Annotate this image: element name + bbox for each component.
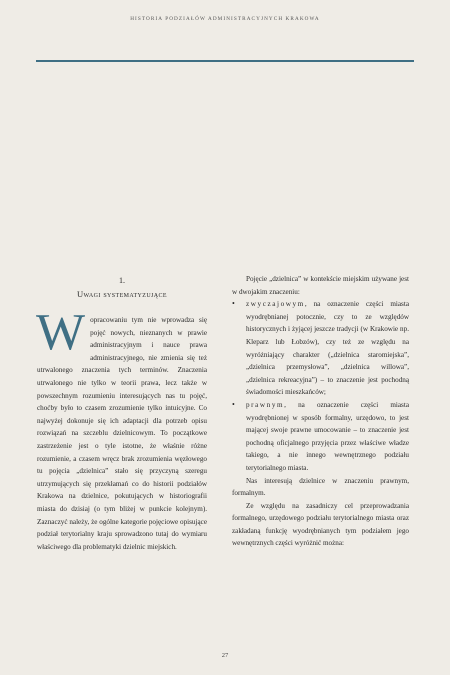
paragraph-legal-meaning: Nas interesują dzielnice w znaczeniu prawnym, formalnym. (232, 476, 409, 498)
paragraph-definition-intro: Pojęcie „dzielnica” w kontekście miejskim używane jest w dwojakim znaczeniu: (232, 275, 409, 296)
header-rule (36, 60, 414, 62)
paragraph-purpose: Ze względu na zasadniczy cel przeprowadzania formalnego, urzędowego podziału terytorialnego miasta oraz zakładaną funkcję wyodrębnianych tym podziałem jego wewnętrznych części wyróżnić można: (232, 501, 409, 548)
list-item-text: , na oznaczenie części miasta wyodrębnianej potocznie, czy to ze względów historycznych i żyjącej jeszcze tradycji (w Krakowie np. Kleparz lub Łobzów), czy też ze względu na wyróżniający charakter („dzielnica staromiejska”, „dzielnica przemysłowa”, „dzielnica willowa”, „dzielnica rekreacyjna”) – to znaczenie jest pochodną świadomości mieszkańców; (246, 300, 409, 397)
meaning-list (232, 298, 409, 474)
section-title (37, 288, 207, 300)
section-title-rest: wagi systematyzujące (83, 289, 167, 299)
list-item (232, 399, 409, 475)
section-number: 1. (119, 276, 125, 285)
list-item (232, 298, 409, 399)
page-number: 27 (221, 652, 229, 659)
section-title-initial: U (76, 289, 84, 299)
dropcap-letter: W (36, 304, 86, 361)
term-prawnym: prawnym (246, 400, 285, 409)
right-column (232, 273, 409, 550)
list-item-text: , na oznaczenie części miasta wyodrębnionej w sposób formalny, urzędowo, to jest mającej swoje prawne umocowanie – to znaczenie jest pochodną oficjalnego przyjęcia przez właściwe władze takiego, a nie innego wewnętrznego podziału terytorialnego miasta. (246, 400, 409, 472)
paragraph-intro (36, 304, 207, 553)
left-column (37, 273, 207, 553)
paragraph-intro-text: opracowaniu tym nie wprowadza się pojęć nowych, nieznanych w prawie administracyjnym i nauce prawa administracyjnego, nie zmienia się też utrwalonego znaczenia tych terminów. Znaczenia utrwalonego nie tylko w teorii prawa, lecz także w powszechnym rozumieniu interesujących nas tu pojęć, choćby było to czasem zrozumienie tylko intuicyjne. Co najwyżej dokonuje się ich adaptacji dla potrzeb opisu rozwiązań na szczeblu dzielnicowym. To początkowe zastrzeżenie jest o tyle istotne, że właśnie różne rozumienie, a czasem wręcz brak zrozumienia węzłowego tu pojęcia „dzielnica” stało się przyczyną szeregu utrzymujących się przekłamań co do historii podziałów Krakowa na dzielnice, pokutujących w historiografii miasta do dzisiaj (o tym bliżej w punkcie kolejnym). Zaznaczyć należy, że ogólne kategorie pojęciowe opisujące podział terytorialny kraju sprowadzono tutaj do wymiaru właściwego dla problematyki dzielnic miejskich. (37, 316, 207, 551)
term-zwyczajowym: zwyczajowym (246, 300, 305, 309)
running-header: HISTORIA PODZIAŁÓW ADMINISTRACYJNYCH KRAKOWA (130, 16, 320, 22)
